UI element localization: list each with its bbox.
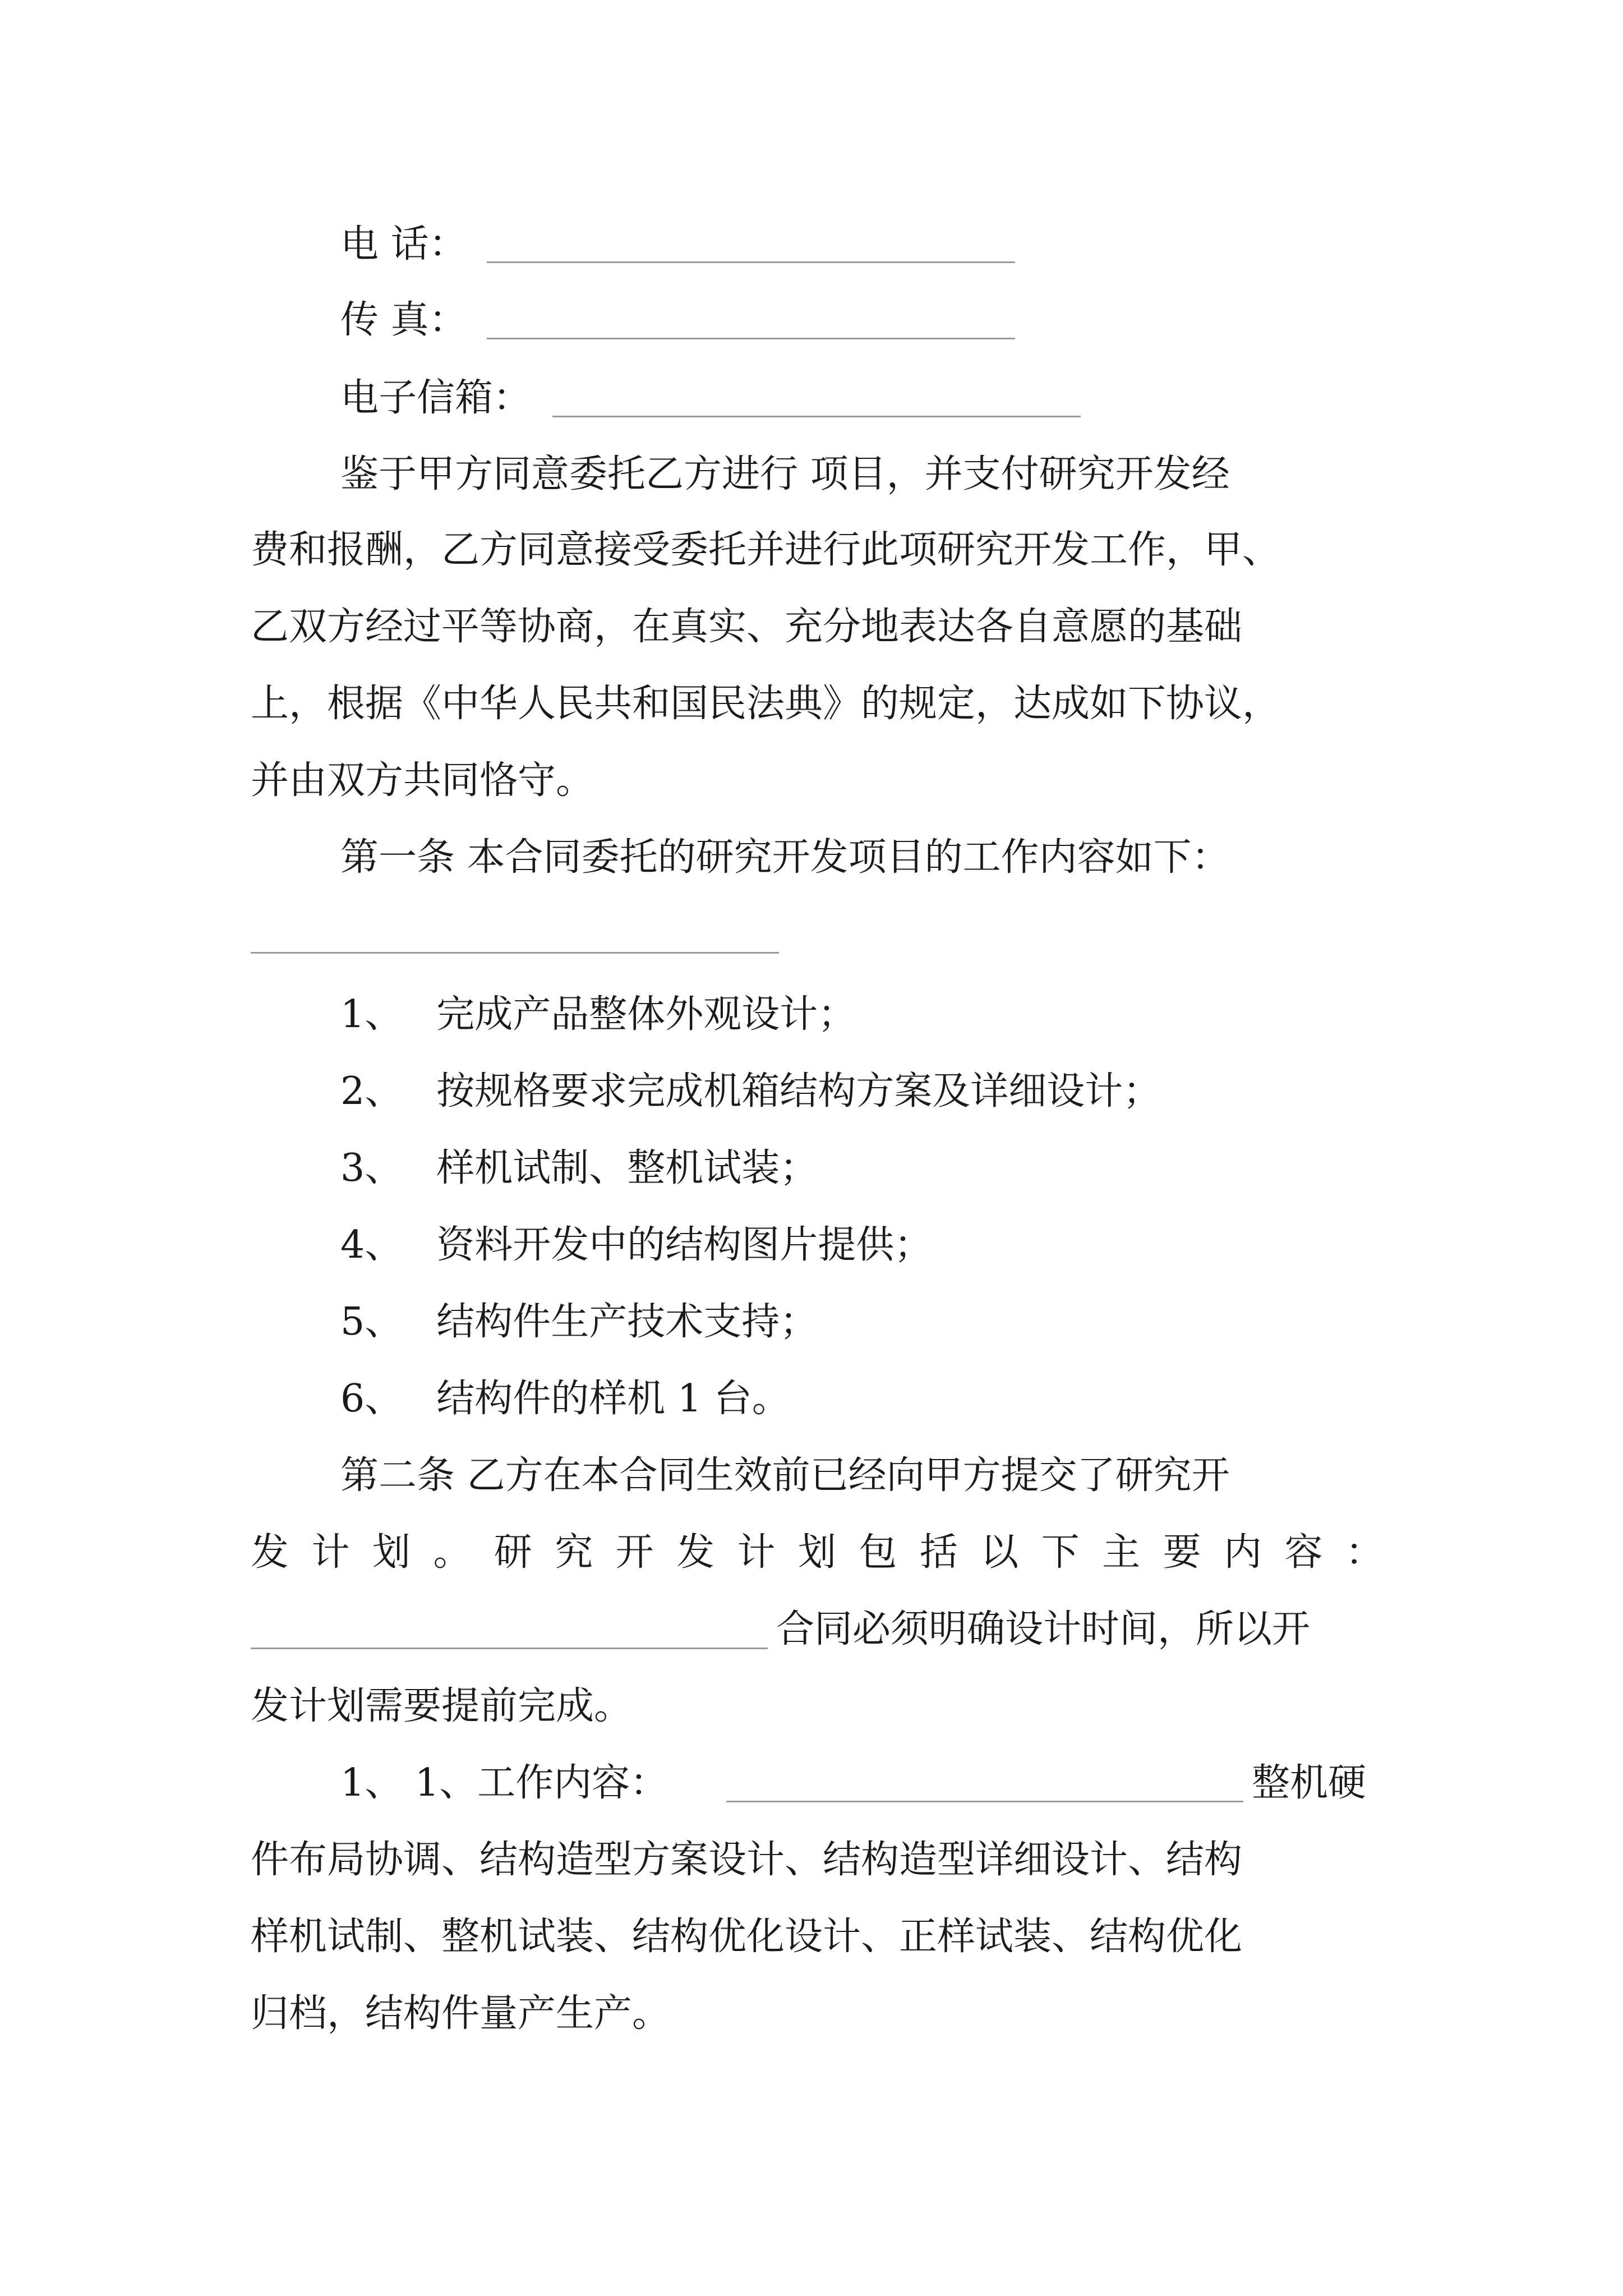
char: 包: [859, 1530, 897, 1575]
preamble-line-3: 乙双方经过平等协商，在真实、充分地表达各自意愿的基础: [251, 605, 1243, 649]
char: 要: [1163, 1530, 1201, 1575]
char: 下: [1041, 1530, 1080, 1575]
char: 主: [1102, 1530, 1141, 1575]
article2-line-2: [251, 1530, 1384, 1575]
article2-line-3: 合同必须明确设计时间，所以开: [776, 1607, 1311, 1651]
preamble-line-4: 上，根据《中华人民共和国民法典》的规定，达成如下协议，: [251, 682, 1281, 726]
char: 发: [251, 1530, 289, 1575]
char: 以: [980, 1530, 1019, 1575]
char: 开: [615, 1530, 654, 1575]
item-text: 结构件的样机 1 台。: [436, 1377, 790, 1421]
work-content-field[interactable]: [726, 1801, 1243, 1802]
phone-line: [340, 222, 467, 266]
preamble-line-1: 鉴于甲方同意委托乙方进行 项目，并支付研究开发经: [340, 452, 1230, 496]
char: 划: [372, 1530, 411, 1575]
fax-field[interactable]: [487, 338, 1015, 339]
fax-label: 传 真：: [340, 298, 467, 342]
phone-field[interactable]: [487, 261, 1015, 263]
email-line: [340, 376, 532, 420]
item-text: 完成产品整体外观设计；: [436, 992, 856, 1037]
list-item: [340, 992, 856, 1037]
item-text: 结构件生产技术支持；: [436, 1300, 818, 1344]
item-text: 资料开发中的结构图片提供；: [436, 1223, 933, 1267]
article2-line-4: 发计划需要提前完成。: [251, 1684, 633, 1728]
char: ：: [1345, 1530, 1384, 1575]
preamble-line-5: 并由双方共同恪守。: [251, 758, 594, 803]
work-item-line-2: 件布局协调、结构造型方案设计、结构造型详细设计、结构: [251, 1838, 1243, 1882]
char: 计: [737, 1530, 776, 1575]
char: 究: [555, 1530, 593, 1575]
item-text: 样机试制、整机试装；: [436, 1146, 818, 1190]
fax-line: [340, 298, 467, 342]
item-number: 5、: [340, 1300, 403, 1344]
list-item: [340, 1300, 818, 1344]
item-number: 4、: [340, 1223, 403, 1267]
work-item-line-3: 样机试制、整机试装、结构优化设计、正样试装、结构优化: [251, 1915, 1243, 1959]
item-number: 2、: [340, 1069, 403, 1114]
work-item-tail: 整机硬: [1252, 1761, 1367, 1805]
article2-line-1: 第二条 乙方在本合同生效前已经向甲方提交了研究开: [340, 1453, 1230, 1498]
article1-blank[interactable]: [251, 952, 779, 954]
list-item: [340, 1377, 790, 1421]
item-text: 按规格要求完成机箱结构方案及详细设计；: [436, 1069, 1161, 1114]
email-label: 电子信箱：: [340, 376, 532, 420]
email-field[interactable]: [552, 416, 1081, 417]
char: 括: [919, 1530, 958, 1575]
work-item-prefix: 1、 1、工作内容：: [340, 1761, 668, 1805]
char: 内: [1224, 1530, 1262, 1575]
preamble-line-2: 费和报酬，乙方同意接受委托并进行此项研究开发工作，甲、: [251, 528, 1281, 572]
article1-heading: 第一条 本合同委托的研究开发项目的工作内容如下：: [340, 835, 1230, 880]
char: 发: [676, 1530, 715, 1575]
item-number: 6、: [340, 1377, 403, 1421]
list-item: [340, 1069, 1161, 1114]
char: 计: [311, 1530, 350, 1575]
char: 研: [494, 1530, 532, 1575]
char: 容: [1284, 1530, 1323, 1575]
work-item-line-4: 归档，结构件量产生产。: [251, 1991, 671, 2036]
list-item: [340, 1146, 818, 1190]
article2-blank[interactable]: [251, 1648, 768, 1649]
char: 划: [797, 1530, 836, 1575]
item-number: 1、: [340, 992, 403, 1037]
phone-label: 电 话：: [340, 222, 467, 266]
item-number: 3、: [340, 1146, 403, 1190]
list-item: [340, 1223, 933, 1267]
char: 。: [433, 1530, 472, 1575]
